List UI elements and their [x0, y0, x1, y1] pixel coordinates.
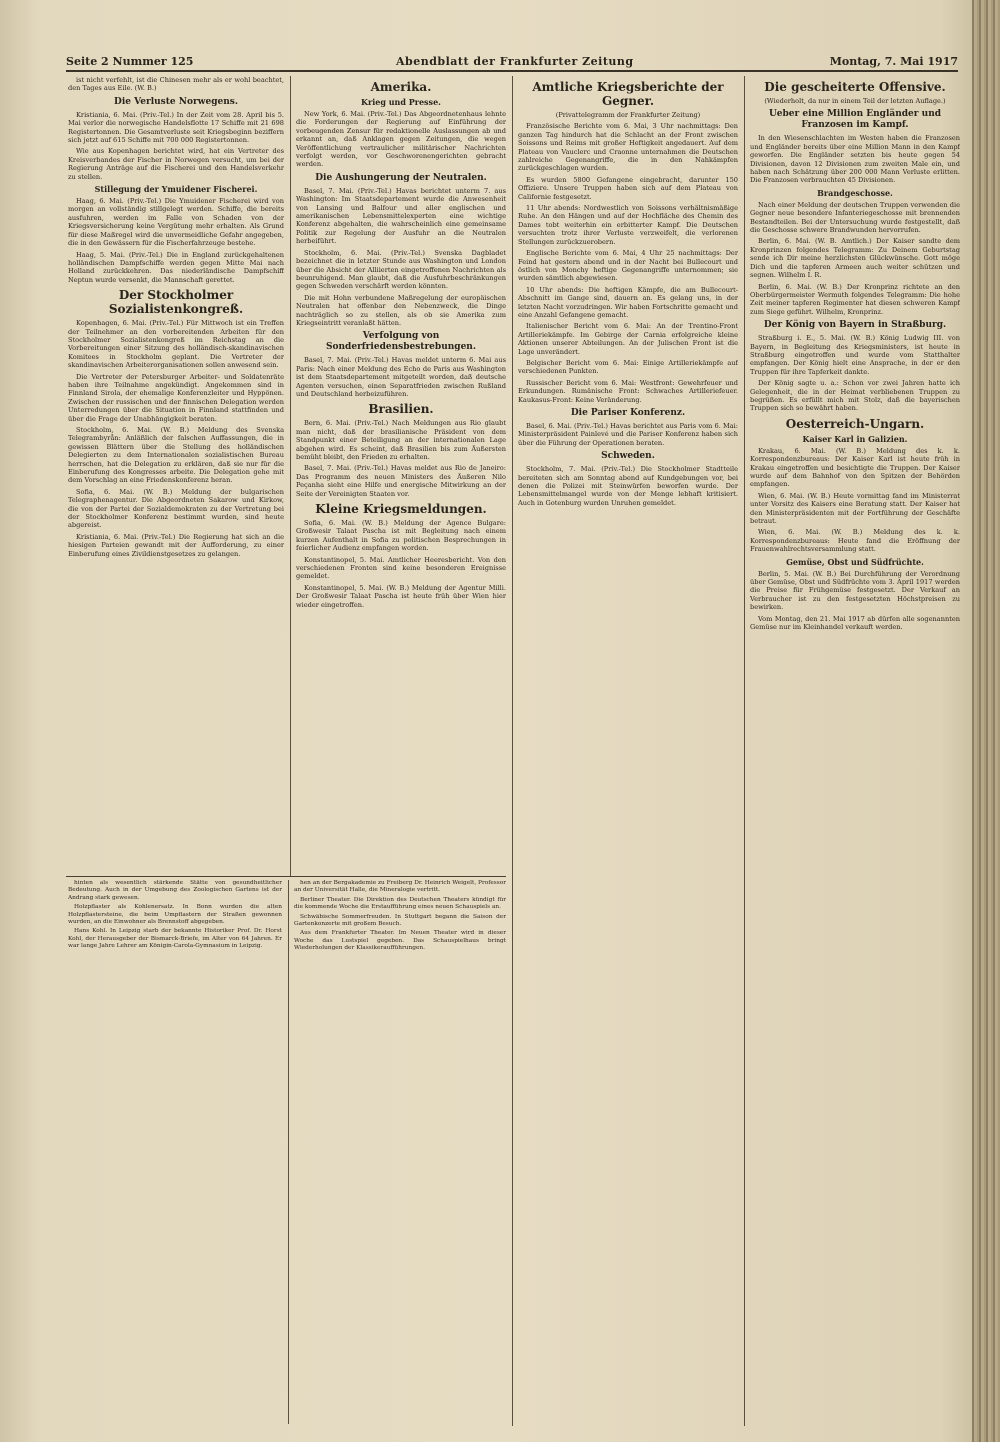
article-text: Konstantinopel, 5. Mai. Amtlicher Heeresbericht. Von den verschiedenen Fronten sind keine besonderen Ereignisse gemeldet. [296, 555, 506, 581]
article-text: Wie aus Kopenhagen berichtet wird, hat ein Vertreter des Kreisverbandes der Fischer in Norwegen versucht, um bei der Regierung Anträge auf die Fischerei und den Handelsverkehr zu stellen. [68, 147, 284, 181]
article-text: Stockholm, 6. Mai. (W. B.) Meldung des Svenska Telegrambyrån: Anläßlich der falschen Auffassungen, die in gewissen Blättern über die Stellung des holländischen Delegierten zu dem Internationalen sozialistischen Bureau herrschen, hat die Delegation zu erklären, daß sie nur für die Einberufung des Kongresses arbeite. Die Delegation gehe mit dem Vorschlag an eine Friedenskonferenz heran. [68, 426, 284, 485]
book-spine [972, 0, 1000, 1442]
article-text: Basel, 6. Mai. (Priv.-Tel.) Havas berichtet aus Paris vom 6. Mai: Ministerpräsident Painlevé und die Pariser Konferenz haben sich über die Führung der Operationen beraten. [518, 422, 738, 447]
article-text: Italienischer Bericht vom 6. Mai: An der Trentino-Front Artilleriekämpfe. Im Gebirge der Carnia erfolgreiche kleine Aktionen unserer Abteilungen. An der Julischen Front ist die Lage unverändert. [518, 322, 738, 356]
article-text: Nach einer Meldung der deutschen Truppen verwenden die Gegner neue besondere Infanteriegeschosse mit brennenden Bestandteilen. Bei der Untersuchung wurde festgestellt, daß die Geschosse schwere Brandwunden hervorrufen. [750, 200, 960, 235]
article-text: Wien, 6. Mai. (W. B.) Heute vormittag fand im Ministerrat unter Vorsitz des Kaisers eine Beratung statt. Der Kaiser hat den Ministerpräsidenten mit der Fortführung der Geschäfte betraut. [750, 491, 960, 526]
subhead-verfolgung: Verfolgung von Sonderfriedensbestrebungen. [326, 331, 476, 353]
article-text: Französische Berichte vom 6. Mai, 3 Uhr nachmittags: Den ganzen Tag hindurch hat die Schlacht an der Front zwischen Soissons und Reims mit großer Heftigkeit angedauert. Auf dem Plateau von Vauclerc und Craonne unternahmen die Deutschen zahlreiche Gegenangriffe, die in den Nahkämpfen zurückgeschlagen wurden. [518, 122, 738, 173]
headline-kongress: Der Stockholmer Sozialistenkongreß. [108, 288, 244, 317]
column-4 [750, 76, 960, 1422]
headline-verluste: Die Verluste Norwegens. [114, 96, 238, 107]
article-text: Kristiania, 6. Mai. (Priv.-Tel.) Die Regierung hat sich an die hiesigen Parteien gewandt mit der Aufforderung, zu einer Einberufung eines Zivildienstgesetzes zu gelangen. [68, 532, 284, 558]
article-text: Holzpflaster als Kohlenersatz. In Bonn wurden die alten Holzpflastersteine, die beim Umpflastern der Straßen gewonnen wurden, an die Einwohner als Brennstoff abgegeben. [68, 904, 282, 926]
headline-offensive: Die gescheiterte Offensive. [764, 80, 946, 94]
article-text: Straßburg i. E., 5. Mai. (W. B.) König Ludwig III. von Bayern, in Begleitung des Kriegsministers, ist heute in Straßburg eingetroffen und wurde vom Statthalter empfangen. Der König hielt eine Ansprache, in der er den Truppen für ihre Tapferkeit dankte. [750, 334, 960, 376]
subhead-million: Ueber eine Million Engländer und Franzosen im Kampf. [768, 109, 942, 131]
issue-date: Montag, 7. Mai 1917 [829, 55, 958, 68]
headline-kleine: Kleine Kriegsmeldungen. [315, 502, 487, 517]
section-divider [66, 876, 506, 877]
subhead-koenig: Der König von Bayern in Straßburg. [763, 320, 947, 331]
column-2 [296, 76, 506, 872]
article-text: Stockholm, 6. Mai. (Priv.-Tel.) Svenska Dagbladet bezeichnet die in letzter Stunde aus Washington und London über die Absicht der Alliierten eingetroffenen Nachrichten als beunruhigend. Man glaubt, daß die Ausfuhrbeschränkungen gegen Schweden verschärft werden könnten. [296, 248, 506, 291]
article-text: Englische Berichte vom 6. Mai, 4 Uhr 25 nachmittags: Der Feind hat gestern abend und in der Nacht bei Bullecourt und östlich von Monchy heftige Gegenangriffe unternommen; sie wurden sämtlich abgewiesen. [518, 249, 738, 283]
article-text: 11 Uhr abends: Nordwestlich von Soissons verhältnismäßige Ruhe. An den Hängen und auf der Hochfläche des Chemin des Dames tobt weiterhin ein erbitterter Kampf. Die Deutschen versuchten trotz ihrer Verluste verzweifelt, die verlorenen Stellungen zurückzuerobern. [518, 204, 738, 246]
newspaper-title: Abendblatt der Frankfurter Zeitung [396, 55, 634, 68]
subhead-aushungerung: Die Aushungerung der Neutralen. [315, 172, 487, 183]
article-text: Basel, 7. Mai. (Priv.-Tel.) Havas meldet unterm 6. Mai aus Paris: Nach einer Meldung des Echo de Paris aus Washington ist dem Staatsdepartement mitgeteilt worden, daß deutsche Agenten versuchen, einen Separatfrieden zwischen Rußland und Deutschland herbeizuführen. [296, 356, 506, 398]
article-text: Sofia, 6. Mai. (W. B.) Meldung der bulgarischen Telegraphenagentur. Die Abgeordneten Sakarow und Kirkow, die von der Partei der Sozialdemokraten zu der Vertretung bei der Stockholmer Konferenz bestimmt wurden, sind heute abgereist. [68, 487, 284, 530]
headline-amtliche: Amtliche Kriegsberichte der Gegner. [532, 80, 724, 108]
article-text: Russischer Bericht vom 6. Mai: Westfront: Gewehrfeuer und Erkundungen. Rumänische Front: Schwaches Artilleriefeuer. Kaukasus-Front: Keine Veränderung. [518, 378, 738, 404]
subheading-note: (Wiederholt, da nur in einem Teil der letzten Auflage.) [764, 97, 946, 105]
subhead-gemuese: Gemüse, Obst und Südfrüchte. [786, 556, 924, 567]
article-text: Berlin, 6. Mai. (W. B.) Der Kronprinz richtete an den Oberbürgermeister Wermuth folgendes Telegramm: Die hohe Zeit meiner tapferen Regimenter hat diesen schweren Kampf zum Siege geführt. Wilhelm, Kronprinz. [750, 282, 960, 316]
article-text: Aus dem Frankfurter Theater. Im Neuen Theater wird in dieser Woche das Lustspiel gegeben. Das Schauspielhaus bringt Wiederholungen der Klassikeraufführungen. [294, 930, 506, 952]
headline-schweden: Schweden. [601, 451, 655, 462]
article-text: hinten als wesentlich stärkende Stätte von gesundheitlicher Bedeutung. Auch in der Umgebung des Zoologischen Gartens ist der Andrang stark gewesen. [68, 880, 282, 901]
page-header [66, 54, 958, 72]
column-rule [288, 880, 289, 1424]
subhead-kaiser-karl: Kaiser Karl in Galizien. [802, 433, 908, 444]
article-text: Die mit Hohn verbundene Maßregelung der europäischen Neutralen hat offenbar den Nebenzweck, die Dinge nachträglich so zu stellen, als ob sie Amerika zum Kriegseintritt veranlaßt hätten. [296, 293, 506, 327]
article-text: Schwäbische Sommerfreuden. In Stuttgart begann die Saison der Gartenkonzerte mit großem Besuch. [294, 913, 506, 928]
article-text: 10 Uhr abends: Die heftigen Kämpfe, die am Bullecourt-Abschnitt im Gange sind, dauern an. Es gelang uns, in der letzten Nacht vorzudringen. Wir haben Fortschritte gemacht und eine Anzahl Gefangene gemacht. [518, 285, 738, 319]
article-text: Sofia, 6. Mai. (W. B.) Meldung der Agence Bulgare: Großwesir Talaat Pascha ist mit Begleitung nach einem kurzen Aufenthalt in Sofia zu politischen Besprechungen in feierlicher Audienz empfangen worden. [296, 519, 506, 553]
headline-brasilien: Brasilien. [368, 402, 434, 417]
subheading-note: (Privattelegramm der Frankfurter Zeitung) [555, 111, 701, 119]
headline-oesterreich: Oesterreich-Ungarn. [785, 416, 925, 431]
article-text: Vom Montag, den 21. Mai 1917 ab dürfen alle sogenannten Gemüse nur im Kleinhandel verkauft werden. [750, 614, 960, 632]
article-text: Wien, 6. Mai. (W. B.) Meldung des k. k. Korrespondenzbureaus: Heute fand die Eröffnung der Frauenwahlrechtsversammlung statt. [750, 528, 960, 554]
article-text: Bern, 6. Mai. (Priv.-Tel.) Nach Meldungen aus Rio glaubt man nicht, daß der brasilianische Präsident von dem Standpunkt einer Beteiligung an der internationalen Lage abgehen wird. Es scheint, daß Brasilien bis zum Äußersten bemüht bleibt, den Frieden zu erhalten. [296, 419, 506, 461]
article-text: Konstantinopel, 5. Mai. (W. B.) Meldung der Agentur Milli. Der Großwesir Talaat Pascha ist heute früh über Wien hier wieder eingetroffen. [296, 583, 506, 609]
article-text: Belgischer Bericht vom 6. Mai: Einige Artilleriekämpfe auf verschiedenen Punkten. [518, 358, 738, 376]
headline-konferenz: Die Pariser Konferenz. [570, 408, 686, 418]
article-text: Kopenhagen, 6. Mai. (Priv.-Tel.) Für Mittwoch ist ein Treffen der Teilnehmer an den vorbereitenden Arbeiten für den Stockholmer Sozialistenkongreß im Reichstag an die Vorbereitungen einer Sitzung des holländisch-skandinavischen Komitees in Stockholm geplant. Die Vertreter der skandinavischen Arbeiterorganisationen sollen anwesend sein. [68, 319, 284, 370]
page-number: Seite 2 Nummer 125 [66, 55, 194, 68]
lower-column-1 [68, 880, 282, 1424]
article-text: Stockholm, 7. Mai. (Priv.-Tel.) Die Stockholmer Stadtteile bereiteten sich am Sonntag abend auf Kundgebungen vor, bei denen die Polizei mit Steinwürfen beworfen wurde. Der Lebensmittelmangel wurde von der Menge lebhaft kritisiert. Auch in Gotenburg wurden Unruhen gemeldet. [518, 465, 738, 507]
headline-amerika: Amerika. [370, 80, 432, 94]
article-text: Hans Kohl. In Leipzig starb der bekannte Historiker Prof. Dr. Horst Kohl, der Herausgeber der Bismarck-Briefe, im Alter von 64 Jahren. Er war lange Jahre Lehrer am Königin-Carola-Gymnasium in Leipzig. [68, 928, 282, 950]
column-3 [518, 76, 738, 1422]
article-text: Haag, 5. Mai. (Priv.-Tel.) Die in England zurückgehaltenen holländischen Dampfschiffe werden gegen Mitte Mai nach Holland zurückkehren. Das niederländische Dampfschiff Neptun wurde versenkt, die Mannschaft gerettet. [68, 250, 284, 284]
article-text: In den Wiesenschlachten im Westen haben die Franzosen und Engländer bereits über eine Million Mann in den Kampf geworfen. Die Engländer setzten bis heute gegen 54 Divisionen, davon 12 Divisionen zum zweiten Male ein, und haben nach Schätzung über 200 000 Mann Verluste erlitten. Die Franzosen verbrauchten 45 Divisionen. [750, 134, 960, 185]
lower-column-2 [294, 880, 506, 1424]
article-text: Basel, 7. Mai. (Priv.-Tel.) Havas meldet aus Rio de Janeiro: Das Programm des neuen Ministers des Äußeren Nilo Peçanha sieht eine Hilfe und energische Mitwirkung an der Seite der Vereinigten Staaten vor. [296, 464, 506, 498]
article-text: Der König sagte u. a.: Schon vor zwei Jahren hatte ich Gelegenheit, die in der Heimat verbliebenen Truppen zu begrüßen. Es erfüllt mich mit Stolz, daß die bayerischen Truppen sich so bewährt haben. [750, 379, 960, 413]
article-text: Krakau, 6. Mai. (W. B.) Meldung des k. k. Korrespondenzbureaus: Der Kaiser Karl ist heute früh in Krakau eingetroffen und besichtigte die Truppen. Der Kaiser wurde auf dem Bahnhof von den Spitzen der Behörden empfangen. [750, 446, 960, 489]
article-text: New York, 6. Mai. (Priv.-Tel.) Das Abgeordnetenhaus lehnte die Forderungen der Regierung auf Einführung der vorbeugenden Zensur für redaktionelle Auslassungen ab und erkannt an, daß Anklagen gegen Zeitungen, die wegen Veröffentlichung vertraulicher militärischer Nachrichten verfolgt werden, vor Geschworenengerichten gebracht werden. [296, 110, 506, 169]
column-rule [744, 76, 745, 1426]
subhead-brandgeschosse: Brandgeschosse. [817, 187, 893, 198]
column-rule [290, 76, 291, 876]
article-text: Es wurden 5800 Gefangene eingebracht, darunter 150 Offiziere. Unsere Truppen haben sich auf dem Plateau von Californie festgesetzt. [518, 175, 738, 201]
article-text: Basel, 7. Mai. (Priv.-Tel.) Havas berichtet unterm 7. aus Washington: Im Staatsdepartement wurde die Anwesenheit von Lansing und Balfour und aller englischen und amerikanischen Lebensmittelexperten eine wichtige Konferenz abgehalten, die wahrscheinlich eine gemeinsame Politik zur Regelung der Ausfuhr an die Neutralen herbeiführt. [296, 186, 506, 246]
headline-fischerei: Stillegung der Ymuidener Fischerei. [94, 184, 258, 195]
article-text: Kristiania, 6. Mai. (Priv.-Tel.) In der Zeit vom 28. April bis 5. Mai verlor die norwegische Handelsflotte 17 Schiffe mit 21 698 Registertonnen. Die Gesamtverluste seit Kriegsbeginn beziffern sich jetzt auf 615 Schiffe mit 700 000 Registertonnen. [68, 110, 284, 145]
article-text: Haag, 6. Mai. (Priv.-Tel.) Die Ymuidener Fischerei wird von morgen an vollständig stillgelegt werden. Schiffe, die bereits ausfuhren, werden im Falle von Schaden von der Kriegsversicherung keine Vergütung mehr erhalten. Als Grund für diese Maßregel wird die unvermeidliche Gefahr angegeben, die in den Gewässern für die Fischerfahrzeuge bestehe. [68, 197, 284, 248]
column-rule [512, 76, 513, 1426]
article-text: Berlin, 6. Mai. (W. B. Amtlich.) Der Kaiser sandte dem Kronprinzen folgendes Telegramm: Zu Deinem Geburtstag sende ich Dir meine herzlichsten Glückwünsche. Gott möge Dich und die tapferen Armeen auch weiter schützen und segnen. Wilhelm I. R. [750, 237, 960, 280]
article-text: Berlin, 5. Mai. (W. B.) Bei Durchführung der Verordnung über Gemüse, Obst und Südfrüchte vom 3. April 1917 werden die Preise für Frühgemüse festgesetzt. Der Verkauf an Verbraucher ist zu den festgesetzten Höchstpreisen zu bewirken. [750, 569, 960, 612]
article-text: hen an der Bergakademie zu Freiberg Dr. Heinrich Weigelt, Professor an der Universität Halle, die Mineralogie vertritt. [294, 880, 506, 894]
article-text: ist nicht verfehlt, ist die Chinesen mehr als er wohl beachtet, den Tages aus Eile. (W. B.) [68, 76, 284, 93]
article-text: Die Vertreter der Petersburger Arbeiter- und Soldatenräte haben ihre Teilnahme angekündigt. Angekommen sind in Finnland Sirola, der ehemalige Konferenzleiter und Hyppönen. Zwischen der russischen und der finnischen Delegation werden Unterredungen über die Situation in Finnland stattfinden und über die Frage der Unabhängigkeit beraten. [68, 372, 284, 423]
subhead-krieg: Krieg und Presse. [361, 97, 441, 107]
article-text: Berliner Theater. Die Direktion des Deutschen Theaters kündigt für die kommende Woche die Erstaufführung eines neuen Schauspiels an. [294, 896, 506, 911]
column-1 [68, 76, 284, 872]
